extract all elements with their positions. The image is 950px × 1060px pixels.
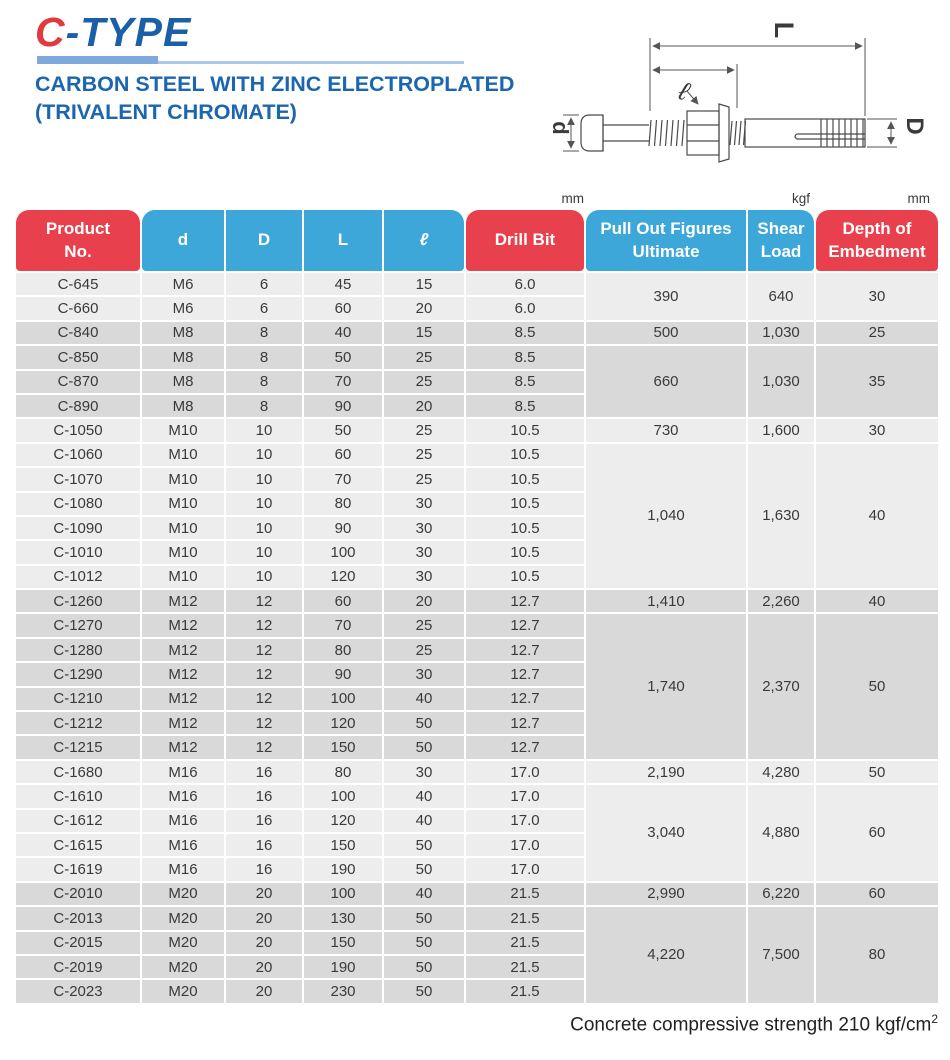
cell-L: 190 [304, 956, 382, 978]
header-product: Product No. [16, 210, 140, 271]
cell-d: M12 [142, 590, 224, 612]
cell-L: 190 [304, 858, 382, 880]
cell-shear_load: 1,630 [748, 444, 814, 588]
cell-L: 130 [304, 907, 382, 929]
cell-drill: 12.7 [466, 590, 584, 612]
cell-L: 80 [304, 761, 382, 783]
cell-D: 12 [226, 688, 302, 710]
cell-drill: 10.5 [466, 419, 584, 441]
cell-drill: 8.5 [466, 395, 584, 417]
cell-D: 10 [226, 541, 302, 563]
cell-pull_out: 730 [586, 419, 746, 441]
cell-D: 8 [226, 322, 302, 344]
cell-pull_out: 1,410 [586, 590, 746, 612]
cell-pull_out: 660 [586, 346, 746, 417]
cell-L: 230 [304, 980, 382, 1002]
cell-drill: 12.7 [466, 639, 584, 661]
cell-product: C-1270 [16, 614, 140, 636]
cell-product: C-1070 [16, 468, 140, 490]
cell-pull_out: 3,040 [586, 785, 746, 881]
cell-d: M20 [142, 932, 224, 954]
cell-pull_out: 1,040 [586, 444, 746, 588]
cell-l: 25 [384, 346, 464, 368]
cell-D: 10 [226, 493, 302, 515]
cell-D: 8 [226, 371, 302, 393]
cell-D: 10 [226, 517, 302, 539]
header-depth: Depth of Embedment [816, 210, 938, 271]
table-row [16, 419, 938, 441]
cell-l: 30 [384, 541, 464, 563]
cell-pull_out: 500 [586, 322, 746, 344]
cell-L: 150 [304, 932, 382, 954]
underline-thick-segment [37, 56, 158, 64]
cell-pull_out: 390 [586, 273, 746, 320]
cell-product: C-1090 [16, 517, 140, 539]
cell-product: C-1619 [16, 858, 140, 880]
cell-d: M20 [142, 956, 224, 978]
dim-label-body-diameter: D [901, 117, 928, 135]
cell-product: C-2023 [16, 980, 140, 1002]
cell-d: M12 [142, 639, 224, 661]
cell-d: M12 [142, 712, 224, 734]
cell-D: 12 [226, 639, 302, 661]
cell-L: 60 [304, 590, 382, 612]
underline-thin-segment [158, 61, 464, 64]
cell-D: 12 [226, 614, 302, 636]
cell-depth: 40 [816, 590, 938, 612]
cell-L: 100 [304, 688, 382, 710]
cell-D: 16 [226, 761, 302, 783]
cell-shear_load: 2,370 [748, 614, 814, 758]
cell-l: 30 [384, 761, 464, 783]
cell-L: 100 [304, 541, 382, 563]
cell-depth: 80 [816, 907, 938, 1003]
cell-depth: 30 [816, 419, 938, 441]
cell-D: 16 [226, 810, 302, 832]
cell-l: 50 [384, 712, 464, 734]
cell-product: C-890 [16, 395, 140, 417]
anchor-outline [581, 104, 865, 162]
cell-D: 10 [226, 566, 302, 588]
cell-product: C-1280 [16, 639, 140, 661]
cell-depth: 35 [816, 346, 938, 417]
cell-L: 80 [304, 493, 382, 515]
cell-product: C-1290 [16, 663, 140, 685]
cell-l: 25 [384, 468, 464, 490]
cell-shear_load: 1,600 [748, 419, 814, 441]
cell-d: M8 [142, 395, 224, 417]
cell-drill: 12.7 [466, 663, 584, 685]
cell-L: 40 [304, 322, 382, 344]
cell-product: C-1010 [16, 541, 140, 563]
cell-d: M8 [142, 371, 224, 393]
cell-drill: 10.5 [466, 566, 584, 588]
cell-D: 10 [226, 444, 302, 466]
cell-D: 8 [226, 395, 302, 417]
cell-d: M10 [142, 419, 224, 441]
cell-l: 50 [384, 736, 464, 758]
cell-product: C-1612 [16, 810, 140, 832]
cell-pull_out: 4,220 [586, 907, 746, 1003]
cell-d: M10 [142, 517, 224, 539]
spec-table-body [16, 273, 938, 1003]
page-title [35, 9, 515, 55]
cell-drill: 12.7 [466, 688, 584, 710]
table-row [16, 444, 938, 466]
cell-product: C-2010 [16, 883, 140, 905]
cell-product: C-660 [16, 297, 140, 319]
header-pull_out: Pull Out Figures Ultimate [586, 210, 746, 271]
cell-drill: 10.5 [466, 493, 584, 515]
spec-table-head-row [16, 210, 938, 271]
cell-pull_out: 2,190 [586, 761, 746, 783]
unit-label-depth: mm [907, 191, 930, 206]
cell-drill: 12.7 [466, 712, 584, 734]
cell-drill: 17.0 [466, 834, 584, 856]
table-row [16, 907, 938, 929]
cell-D: 12 [226, 736, 302, 758]
cell-product: C-1060 [16, 444, 140, 466]
cell-D: 12 [226, 663, 302, 685]
cell-drill: 8.5 [466, 371, 584, 393]
cell-drill: 17.0 [466, 810, 584, 832]
cell-D: 6 [226, 297, 302, 319]
cell-L: 50 [304, 419, 382, 441]
cell-D: 12 [226, 590, 302, 612]
cell-d: M16 [142, 834, 224, 856]
cell-D: 8 [226, 346, 302, 368]
cell-l: 50 [384, 980, 464, 1002]
cell-drill: 12.7 [466, 614, 584, 636]
cell-l: 25 [384, 614, 464, 636]
table-row [16, 883, 938, 905]
unit-labels-row [14, 186, 940, 208]
cell-product: C-2019 [16, 956, 140, 978]
dim-label-pin-diameter: d [548, 121, 573, 135]
cell-D: 16 [226, 785, 302, 807]
header-L: L [304, 210, 382, 271]
cell-d: M12 [142, 663, 224, 685]
cell-l: 30 [384, 566, 464, 588]
table-row [16, 785, 938, 807]
cell-drill: 10.5 [466, 468, 584, 490]
table-row [16, 346, 938, 368]
anchor-diagram [545, 8, 945, 193]
cell-L: 100 [304, 785, 382, 807]
cell-drill: 10.5 [466, 444, 584, 466]
cell-d: M10 [142, 566, 224, 588]
dim-label-length-thread: ℓ [674, 75, 694, 107]
cell-L: 100 [304, 883, 382, 905]
cell-product: C-1215 [16, 736, 140, 758]
cell-l: 30 [384, 493, 464, 515]
cell-shear_load: 2,260 [748, 590, 814, 612]
cell-l: 50 [384, 858, 464, 880]
table-row [16, 614, 938, 636]
cell-drill: 8.5 [466, 346, 584, 368]
page-subtitle [35, 71, 515, 126]
cell-product: C-1050 [16, 419, 140, 441]
dimension-labels [548, 22, 928, 135]
cell-drill: 21.5 [466, 883, 584, 905]
cell-d: M8 [142, 346, 224, 368]
cell-product: C-870 [16, 371, 140, 393]
cell-l: 50 [384, 932, 464, 954]
cell-drill: 6.0 [466, 273, 584, 295]
subtitle-line-1: CARBON STEEL WITH ZINC ELECTROPLATED [35, 72, 515, 96]
cell-L: 45 [304, 273, 382, 295]
cell-D: 20 [226, 932, 302, 954]
cell-L: 120 [304, 712, 382, 734]
cell-l: 30 [384, 517, 464, 539]
cell-l: 50 [384, 956, 464, 978]
cell-d: M10 [142, 541, 224, 563]
cell-l: 20 [384, 297, 464, 319]
cell-d: M6 [142, 297, 224, 319]
cell-depth: 50 [816, 761, 938, 783]
cell-depth: 30 [816, 273, 938, 320]
cell-drill: 17.0 [466, 858, 584, 880]
cell-product: C-1212 [16, 712, 140, 734]
cell-L: 120 [304, 810, 382, 832]
cell-L: 70 [304, 614, 382, 636]
footnote-superscript: 2 [931, 1011, 938, 1026]
cell-d: M10 [142, 444, 224, 466]
table-row [16, 322, 938, 344]
cell-L: 70 [304, 371, 382, 393]
spec-table [14, 208, 940, 1005]
cell-product: C-1012 [16, 566, 140, 588]
cell-product: C-1615 [16, 834, 140, 856]
cell-D: 16 [226, 834, 302, 856]
cell-drill: 21.5 [466, 907, 584, 929]
cell-L: 90 [304, 395, 382, 417]
cell-L: 150 [304, 736, 382, 758]
cell-L: 50 [304, 346, 382, 368]
cell-shear_load: 7,500 [748, 907, 814, 1003]
spec-table-zone [14, 186, 940, 1036]
cell-product: C-1080 [16, 493, 140, 515]
cell-l: 50 [384, 834, 464, 856]
page-title-rest: -TYPE [65, 9, 192, 55]
cell-d: M8 [142, 322, 224, 344]
cell-L: 120 [304, 566, 382, 588]
cell-pull_out: 2,990 [586, 883, 746, 905]
cell-l: 15 [384, 273, 464, 295]
cell-d: M12 [142, 688, 224, 710]
cell-D: 20 [226, 907, 302, 929]
cell-d: M12 [142, 614, 224, 636]
title-block [35, 9, 515, 126]
cell-L: 80 [304, 639, 382, 661]
cell-L: 90 [304, 663, 382, 685]
cell-l: 40 [384, 883, 464, 905]
cell-l: 25 [384, 371, 464, 393]
cell-D: 12 [226, 712, 302, 734]
table-row [16, 761, 938, 783]
cell-depth: 25 [816, 322, 938, 344]
subtitle-line-2: (TRIVALENT CHROMATE) [35, 99, 297, 124]
cell-l: 20 [384, 395, 464, 417]
cell-l: 40 [384, 688, 464, 710]
cell-product: C-840 [16, 322, 140, 344]
cell-d: M16 [142, 858, 224, 880]
cell-drill: 12.7 [466, 736, 584, 758]
cell-shear_load: 4,880 [748, 785, 814, 881]
cell-d: M16 [142, 761, 224, 783]
cell-drill: 21.5 [466, 956, 584, 978]
cell-d: M20 [142, 907, 224, 929]
cell-product: C-645 [16, 273, 140, 295]
cell-L: 60 [304, 297, 382, 319]
unit-label-loads: kgf [791, 191, 810, 206]
cell-depth: 40 [816, 444, 938, 588]
page-title-accent: C [35, 9, 66, 55]
cell-l: 40 [384, 785, 464, 807]
cell-product: C-1610 [16, 785, 140, 807]
cell-L: 70 [304, 468, 382, 490]
cell-product: C-850 [16, 346, 140, 368]
header-drill_bit: Drill Bit [466, 210, 584, 271]
cell-shear_load: 1,030 [748, 322, 814, 344]
cell-drill: 10.5 [466, 517, 584, 539]
cell-D: 20 [226, 980, 302, 1002]
cell-drill: 17.0 [466, 761, 584, 783]
cell-D: 16 [226, 858, 302, 880]
cell-l: 30 [384, 663, 464, 685]
cell-product: C-1210 [16, 688, 140, 710]
cell-l: 20 [384, 590, 464, 612]
cell-drill: 10.5 [466, 541, 584, 563]
cell-depth: 50 [816, 614, 938, 758]
cell-shear_load: 1,030 [748, 346, 814, 417]
cell-product: C-1260 [16, 590, 140, 612]
cell-D: 6 [226, 273, 302, 295]
cell-product: C-2013 [16, 907, 140, 929]
cell-shear_load: 4,280 [748, 761, 814, 783]
cell-d: M20 [142, 980, 224, 1002]
header-D: D [226, 210, 302, 271]
cell-shear_load: 6,220 [748, 883, 814, 905]
cell-l: 40 [384, 810, 464, 832]
cell-drill: 17.0 [466, 785, 584, 807]
header-d: d [142, 210, 224, 271]
cell-d: M16 [142, 810, 224, 832]
header-shear_load: Shear Load [748, 210, 814, 271]
cell-D: 20 [226, 883, 302, 905]
cell-D: 10 [226, 468, 302, 490]
cell-l: 15 [384, 322, 464, 344]
anchor-diagram-svg [545, 8, 945, 193]
cell-L: 60 [304, 444, 382, 466]
cell-D: 20 [226, 956, 302, 978]
cell-product: C-1680 [16, 761, 140, 783]
cell-d: M20 [142, 883, 224, 905]
cell-product: C-2015 [16, 932, 140, 954]
cell-depth: 60 [816, 785, 938, 881]
table-row [16, 273, 938, 295]
footnote-text: Concrete compressive strength 210 kgf/cm [570, 1014, 932, 1036]
cell-drill: 21.5 [466, 980, 584, 1002]
cell-l: 25 [384, 639, 464, 661]
cell-L: 90 [304, 517, 382, 539]
cell-d: M16 [142, 785, 224, 807]
cell-l: 25 [384, 444, 464, 466]
title-underline [37, 56, 515, 64]
cell-shear_load: 640 [748, 273, 814, 320]
cell-d: M10 [142, 493, 224, 515]
unit-label-dimensions: mm [561, 191, 584, 206]
cell-l: 50 [384, 907, 464, 929]
cell-pull_out: 1,740 [586, 614, 746, 758]
cell-depth: 60 [816, 883, 938, 905]
footnote [14, 1012, 940, 1036]
cell-drill: 21.5 [466, 932, 584, 954]
cell-d: M6 [142, 273, 224, 295]
cell-drill: 8.5 [466, 322, 584, 344]
cell-L: 150 [304, 834, 382, 856]
cell-D: 10 [226, 419, 302, 441]
header-l: ℓ [384, 210, 464, 271]
cell-d: M10 [142, 468, 224, 490]
dim-label-length-total: L [769, 21, 799, 39]
cell-drill: 6.0 [466, 297, 584, 319]
table-row [16, 590, 938, 612]
cell-l: 25 [384, 419, 464, 441]
cell-d: M12 [142, 736, 224, 758]
